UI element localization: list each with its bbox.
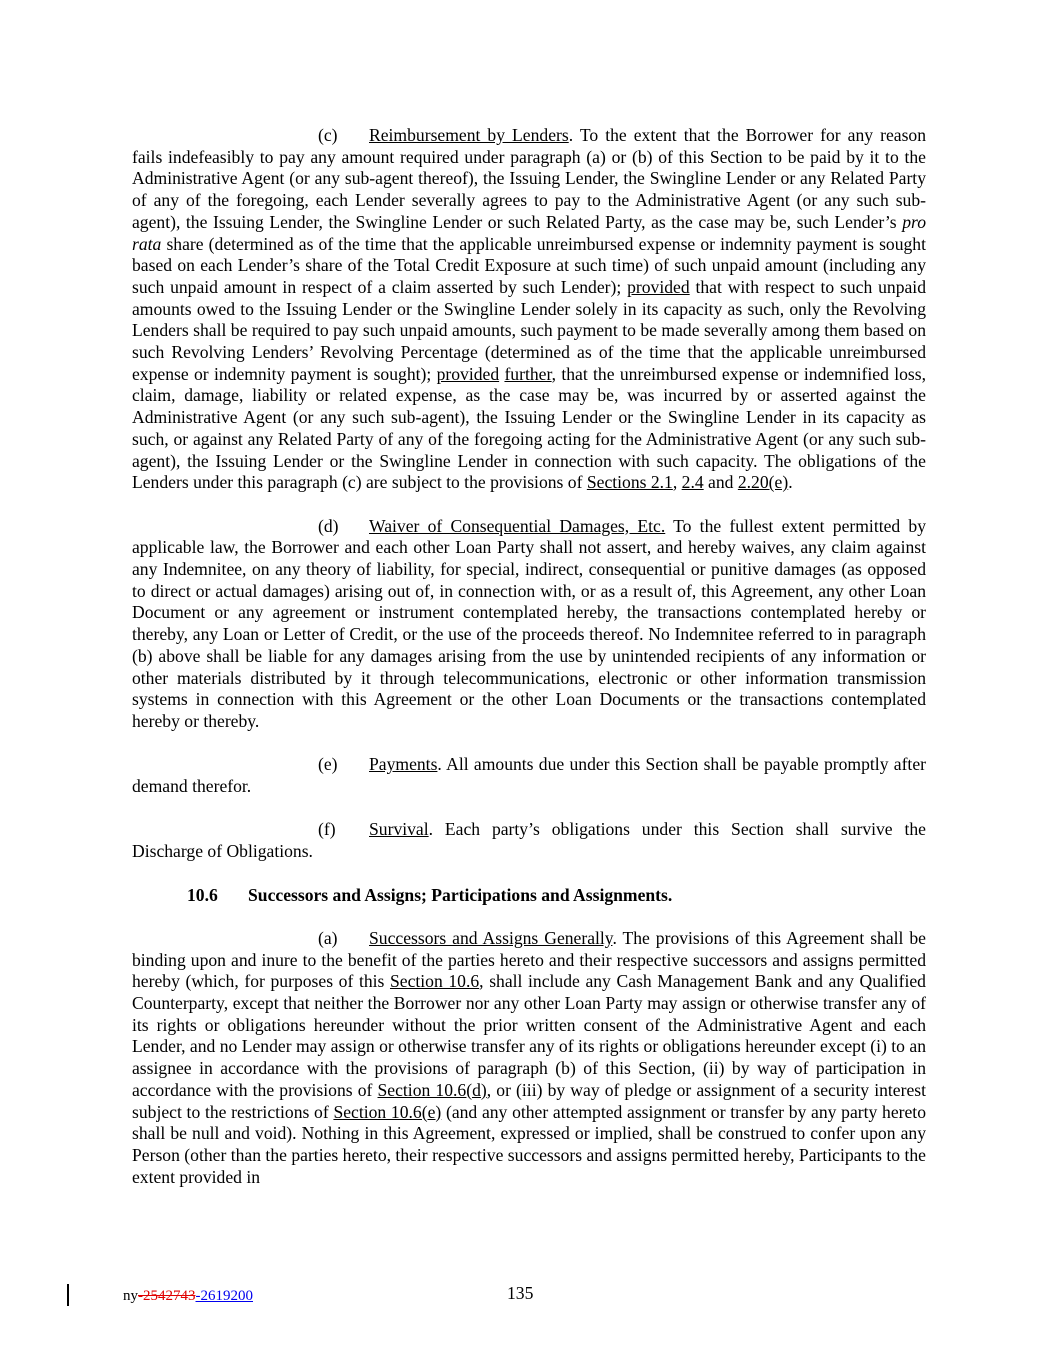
section-reference: 2.4	[681, 472, 704, 493]
paragraph-heading: Waiver of Consequential Damages, Etc.	[369, 515, 666, 536]
paragraph-d: (d) Waiver of Consequential Damages, Etc. To the fullest extent permitted by applicable law, the Borrower and each other Loan Party shall not assert, and hereby waives, any claim against any Indemnitee, on any theory of liability, for special, indirect, consequential or punitive damages (as opposed to direct or actual damages) arising out of, in connection with, or as a result of, this Agreement, any other Loan Document or any agreement or instrument contemplated hereby, the transactions contemplated hereby or thereby, any Loan or Letter of Credit, or the use of the proceeds thereof. No Indemnitee referred to in paragraph (b) above shall be liable for any damages arising from the use by unintended recipients of any information or other materials distributed by it through telecommunications, electronic or other information transmission systems in connection with this Agreement or the other Loan Documents or the transactions contemplated hereby or thereby.	[132, 515, 927, 731]
page-number: 135	[507, 1283, 534, 1303]
paragraph-heading: Survival	[369, 819, 429, 840]
section-reference: Sections 2.1	[586, 472, 673, 493]
paragraph-label: (f)	[318, 819, 336, 840]
paragraph-label: (a)	[318, 927, 338, 948]
further-term: further	[504, 363, 552, 384]
paragraph-e: (e) Payments. All amounts due under this Section shall be payable promptly after demand therefor.	[132, 754, 926, 797]
section-title: Successors and Assigns; Participations and Assignments.	[248, 884, 673, 905]
paragraph-label: (d)	[318, 515, 339, 536]
paragraph-a: (a) Successors and Assigns Generally. The provisions of this Agreement shall be binding upon and inure to the benefit of the parties hereto and their respective successors and assigns permitted hereby (which, for purposes of this Section 10.6, shall include any Cash Management Bank and any Qualified Counterparty, except that neither the Borrower nor any other Loan Party may assign or otherwise transfer any of its rights or obligations hereunder without the prior written consent of the Administrative Agent and each Lender, and no Lender may assign or otherwise transfer any of its rights or obligations hereunder except (i) to an assignee in accordance with the provisions of paragraph (b) of this Section, (ii) by way of participation in accordance with the provisions of Section 10.6(d), or (iii) by way of pledge or assignment of a security interest subject to the restrictions of Section 10.6(e) (and any other attempted assignment or transfer by any party hereto shall be null and void). Nothing in this Agreement, expressed or implied, shall be construed to confer upon any Person (other than the parties hereto, their respective successors and assigns permitted hereby, Participants to the extent provided in	[132, 927, 926, 1187]
deleted-text: -2542743	[138, 1288, 196, 1304]
section-heading-10-6	[132, 885, 926, 907]
section-reference: Section 10.6(e)	[333, 1101, 442, 1122]
change-bar	[67, 1284, 69, 1306]
paragraph-heading: Successors and Assigns Generally	[369, 927, 613, 948]
provided-term: provided	[436, 363, 500, 384]
paragraph-label: (e)	[318, 754, 338, 775]
paragraph-c: (c) Reimbursement by Lenders. To the extent that the Borrower for any reason fails indefeasibly to pay any amount required under paragraph (a) or (b) of this Section to be paid by it to the Administrative Agent (or any sub-agent thereof), the Issuing Lender, the Swingline Lender or any Related Party of any of the foregoing, each Lender severally agrees to pay to the Administrative Agent (or any such sub-agent), the Issuing Lender, the Swingline Lender or such Related Party, as the case may be, such Lender’s pro rata share (determined as of the time that the applicable unreimbursed expense or indemnity payment is sought based on each Lender’s share of the Total Credit Exposure at such time) of such unpaid amount (including any such unpaid amount in respect of a claim asserted by such Lender); provided that with respect to such unpaid amounts owed to the Issuing Lender or the Swingline Lender solely in its capacity as such, only the Revolving Lenders shall be required to pay such unpaid amounts, such payment to be made severally among them based on such Revolving Lenders’ Revolving Percentage (determined as of the time that the applicable unreimbursed expense or indemnity payment is sought); provided further, that the unreimbursed expense or indemnified loss, claim, damage, liability or related expense, as the case may be, was incurred by or asserted against the Administrative Agent (or any such sub-agent), the Issuing Lender or the Swingline Lender in its capacity as such, or against any Related Party of any of the foregoing acting for the Administrative Agent (or any such sub-agent), the Issuing Lender or the Swingline Lender in connection with such capacity. The obligations of the Lenders under this paragraph (c) are subject to the provisions of Sections 2.1, 2.4 and 2.20(e).	[132, 125, 927, 493]
document-id: ny-2542743-2619200	[123, 1288, 253, 1304]
inserted-text: -2619200	[195, 1288, 253, 1304]
paragraph-f: (f) Survival. Each party’s obligations under this Section shall survive the Discharge of Obligations.	[132, 819, 926, 862]
provided-term: provided	[627, 276, 690, 297]
section-reference: Section 10.6(d)	[377, 1079, 487, 1100]
section-number: 10.6	[187, 884, 218, 905]
section-reference: Section 10.6	[389, 971, 480, 992]
paragraph-heading: Reimbursement by Lenders	[369, 125, 569, 145]
section-reference: 2.20(e)	[737, 472, 789, 493]
paragraph-heading: Payments	[369, 754, 438, 775]
italic-term: pro rata	[132, 211, 926, 254]
document-body	[132, 125, 926, 1188]
paragraph-label: (c)	[318, 125, 338, 145]
